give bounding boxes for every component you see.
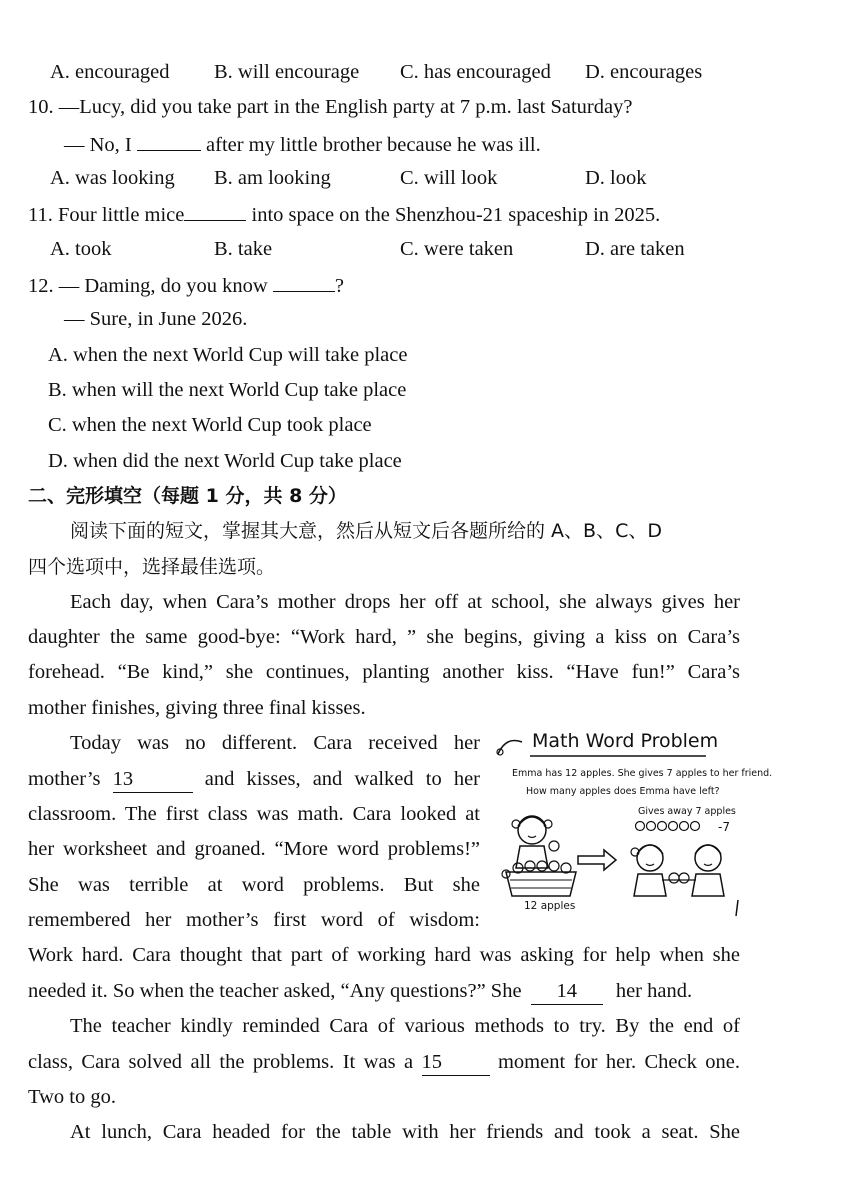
q9-option-c: C. has encouraged	[400, 61, 551, 83]
illustration-count-label: 12 apples	[524, 900, 576, 912]
q12-pre: 12. — Daming, do you know	[28, 275, 268, 297]
blank-14: 14	[531, 978, 603, 1005]
illustration-gives-label: Gives away 7 apples	[638, 806, 736, 817]
q12-question	[28, 271, 344, 299]
q12-option-d: D. when did the next World Cup take place	[48, 450, 402, 472]
passage-p1-line4: mother finishes, giving three final kisses.	[28, 697, 366, 719]
q11-blank	[184, 200, 246, 221]
blank-13: 13	[113, 766, 193, 793]
section2-instructions-line1: 阅读下面的短文，掌握其大意，然后从短文后各题所给的 A、B、C、D	[70, 520, 662, 542]
illustration-title: Math Word Problem	[532, 730, 719, 752]
passage-p3-line2-post: moment for her. Check one.	[497, 1051, 741, 1073]
illustration-drawing	[492, 728, 744, 924]
passage-p2-line5: She was terrible at word problems. But she	[28, 874, 480, 896]
q11-option-b: B. take	[214, 238, 273, 260]
q10-option-b: B. am looking	[214, 167, 331, 189]
passage-p2-line8-post: her hand.	[615, 980, 693, 1002]
q11-post: into space on the Shenzhou-21 spaceship in 2025.	[251, 204, 661, 226]
q10-option-d: D. look	[585, 167, 647, 189]
passage-p3-line2-pre: class, Cara solved all the problems. It was a	[28, 1051, 414, 1073]
q12-option-b: B. when will the next World Cup take place	[48, 379, 407, 401]
illustration-minus-label: -7	[718, 820, 730, 834]
passage-p3-line2	[28, 1049, 740, 1076]
passage-p1-line3: forehead. “Be kind,” she continues, planting another kiss. “Have fun!” Cara’s	[28, 661, 740, 683]
q9-option-d: D. encourages	[585, 61, 703, 83]
passage-p1-line2: daughter the same good-bye: “Work hard, ” she begins, giving a kiss on Cara’s	[28, 626, 740, 648]
q12-post: ?	[334, 275, 344, 297]
q12-option-a: A. when the next World Cup will take place	[48, 344, 408, 366]
passage-p2-line8-pre: needed it. So when the teacher asked, “Any questions?” She	[28, 980, 522, 1002]
blank-15: 15	[422, 1049, 490, 1076]
passage-p2-line3: classroom. The first class was math. Cara looked at	[28, 803, 480, 825]
passage-p2-line2	[28, 766, 480, 793]
passage-p1-line1: Each day, when Cara’s mother drops her off at school, she always gives her	[70, 591, 740, 613]
passage-p2-line6: remembered her mother’s first word of wisdom:	[28, 909, 480, 931]
q10-option-a: A. was looking	[50, 167, 175, 189]
q11-option-d: D. are taken	[585, 238, 685, 260]
section2-heading: 二、完形填空（每题 1 分，共 8 分）	[28, 485, 347, 507]
passage-p3-line1: The teacher kindly reminded Cara of various methods to try. By the end of	[70, 1015, 740, 1037]
q10-option-c: C. will look	[400, 167, 498, 189]
q12-option-c: C. when the next World Cup took place	[48, 414, 372, 436]
q11-option-a: A. took	[50, 238, 112, 260]
passage-p3-line3: Two to go.	[28, 1086, 116, 1108]
q9-option-b: B. will encourage	[214, 61, 360, 83]
q11-pre: 11. Four little mice	[28, 204, 185, 226]
q10-blank	[137, 130, 201, 151]
passage-p2-line2-pre: mother’s	[28, 768, 101, 790]
passage-p2-line7: Work hard. Cara thought that part of working hard was asking for help when she	[28, 944, 740, 966]
q11-question	[28, 200, 660, 228]
q12-blank	[273, 271, 335, 292]
passage-p2-line4: her worksheet and groaned. “More word problems!”	[28, 838, 480, 860]
passage-p2-line2-post: and kisses, and walked to her	[204, 768, 480, 790]
q11-option-c: C. were taken	[400, 238, 514, 260]
q10-question: 10. —Lucy, did you take part in the English party at 7 p.m. last Saturday?	[28, 96, 633, 118]
q12-answer: — Sure, in June 2026.	[64, 308, 248, 330]
q10-dialog-post: after my little brother because he was ill.	[206, 134, 541, 156]
passage-p4-line1: At lunch, Cara headed for the table with her friends and took a seat. She	[70, 1121, 740, 1143]
passage-p2-line1: Today was no different. Cara received her	[70, 732, 480, 754]
math-word-problem-illustration	[492, 728, 773, 924]
illustration-problem-line2: How many apples does Emma have left?	[526, 786, 720, 797]
illustration-problem-line1: Emma has 12 apples. She gives 7 apples to her friend.	[512, 768, 773, 779]
q9-option-a: A. encouraged	[50, 61, 170, 83]
q10-dialog	[64, 130, 541, 158]
q10-dialog-pre: — No, I	[64, 134, 132, 156]
section2-instructions-line2: 四个选项中，选择最佳选项。	[28, 556, 276, 578]
passage-p2-line8	[28, 978, 692, 1005]
